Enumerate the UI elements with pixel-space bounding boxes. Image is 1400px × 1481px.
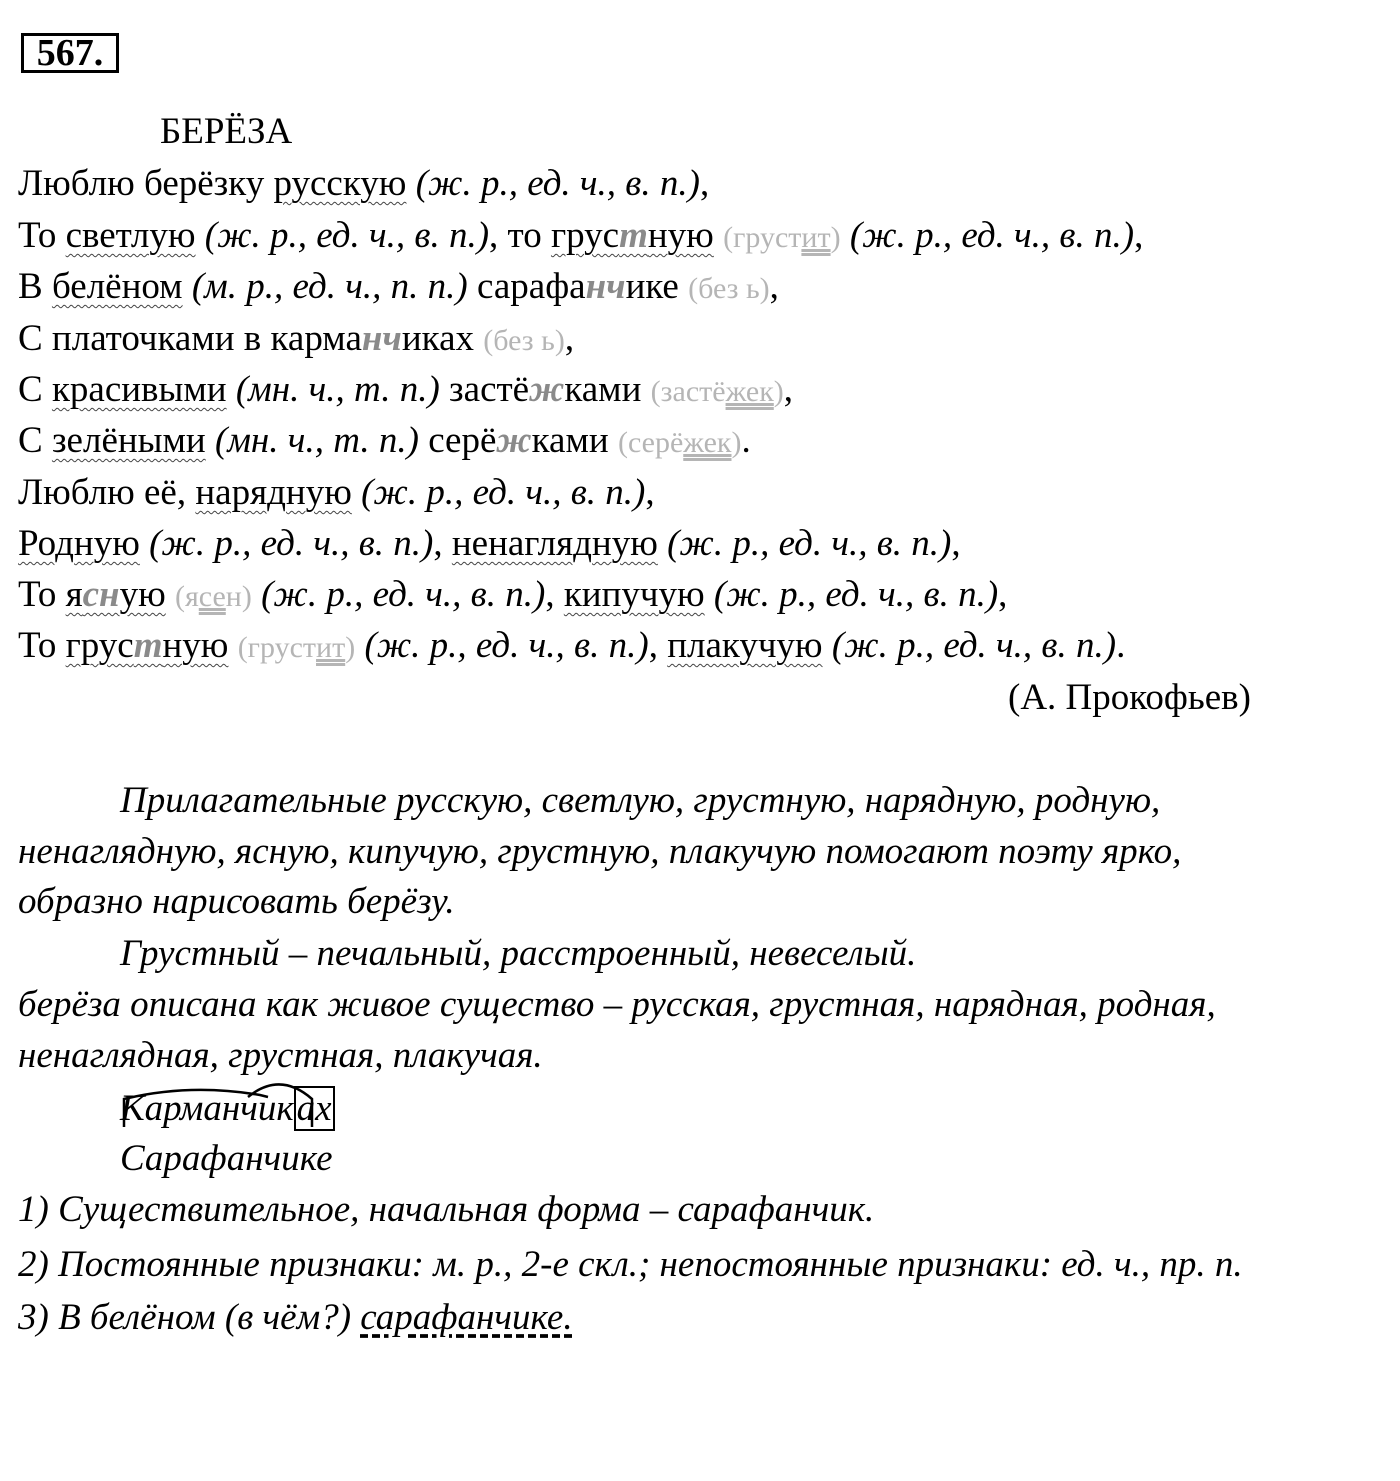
parse-step-1: 1) Существительное, начальная форма – сарафанчик. xyxy=(18,1189,875,1230)
morpheme-stem: Карманчик xyxy=(120,1088,294,1129)
poem-line-6: С зелёными (мн. ч., т. п.) серёжками (серёжек). xyxy=(18,420,751,461)
poem-line-10: То грустную (грустит) (ж. р., ед. ч., в. п.), плакучую (ж. р., ед. ч., в. п.). xyxy=(18,625,1126,666)
parse-step-3-word: сарафанчике. xyxy=(360,1297,573,1338)
poem-author: (А. Прокофьев) xyxy=(1008,677,1251,718)
poem-line-3: В белёном (м. р., ед. ч., п. п.) сарафанчике (без ь), xyxy=(18,266,779,307)
paragraph-1-line-3: образно нарисовать берёзу. xyxy=(18,881,455,922)
parse-step-2: 2) Постоянные признаки: м. р., 2-е скл.; непостоянные признаки: ед. ч., пр. п. xyxy=(18,1244,1243,1285)
morpheme-ending: ах xyxy=(294,1086,335,1131)
paragraph-1-line-2: ненаглядную, ясную, кипучую, грустную, плакучую помогают поэту ярко, xyxy=(18,831,1182,872)
poem-title: БЕРЁЗА xyxy=(160,111,293,152)
poem-line-2: То светлую (ж. р., ед. ч., в. п.), то грустную (грустит) (ж. р., ед. ч., в. п.), xyxy=(18,215,1144,256)
exercise-number: 567. xyxy=(21,33,119,73)
poem-line-1: Люблю берёзку русскую (ж. р., ед. ч., в. п.), xyxy=(18,163,710,204)
poem-line-7: Люблю её, нарядную (ж. р., ед. ч., в. п.), xyxy=(18,472,655,513)
poem-line-9: То ясную (ясен) (ж. р., ед. ч., в. п.), кипучую (ж. р., ед. ч., в. п.), xyxy=(18,574,1008,615)
poem-line-8: Родную (ж. р., ед. ч., в. п.), ненаглядную (ж. р., ед. ч., в. п.), xyxy=(18,523,961,564)
poem-line-4: С платочками в карманчиках (без ь), xyxy=(18,318,575,359)
paragraph-2: Грустный – печальный, расстроенный, невеселый. xyxy=(120,933,917,974)
poem-line-5: С красивыми (мн. ч., т. п.) застёжками (застёжек), xyxy=(18,369,794,410)
morpheme-marks-icon xyxy=(120,1079,360,1139)
paragraph-3-line-2: ненаглядная, грустная, плакучая. xyxy=(18,1035,543,1076)
morpheme-analysis xyxy=(120,1087,335,1131)
paragraph-3-line-1: берёза описана как живое существо – русская, грустная, нарядная, родная, xyxy=(18,984,1216,1025)
paragraph-1-line-1: Прилагательные русскую, светлую, грустную, нарядную, родную, xyxy=(120,780,1161,821)
parse-word: Сарафанчике xyxy=(120,1138,333,1179)
parse-step-3: 3) В белёном (в чём?) сарафанчике. xyxy=(18,1297,573,1338)
